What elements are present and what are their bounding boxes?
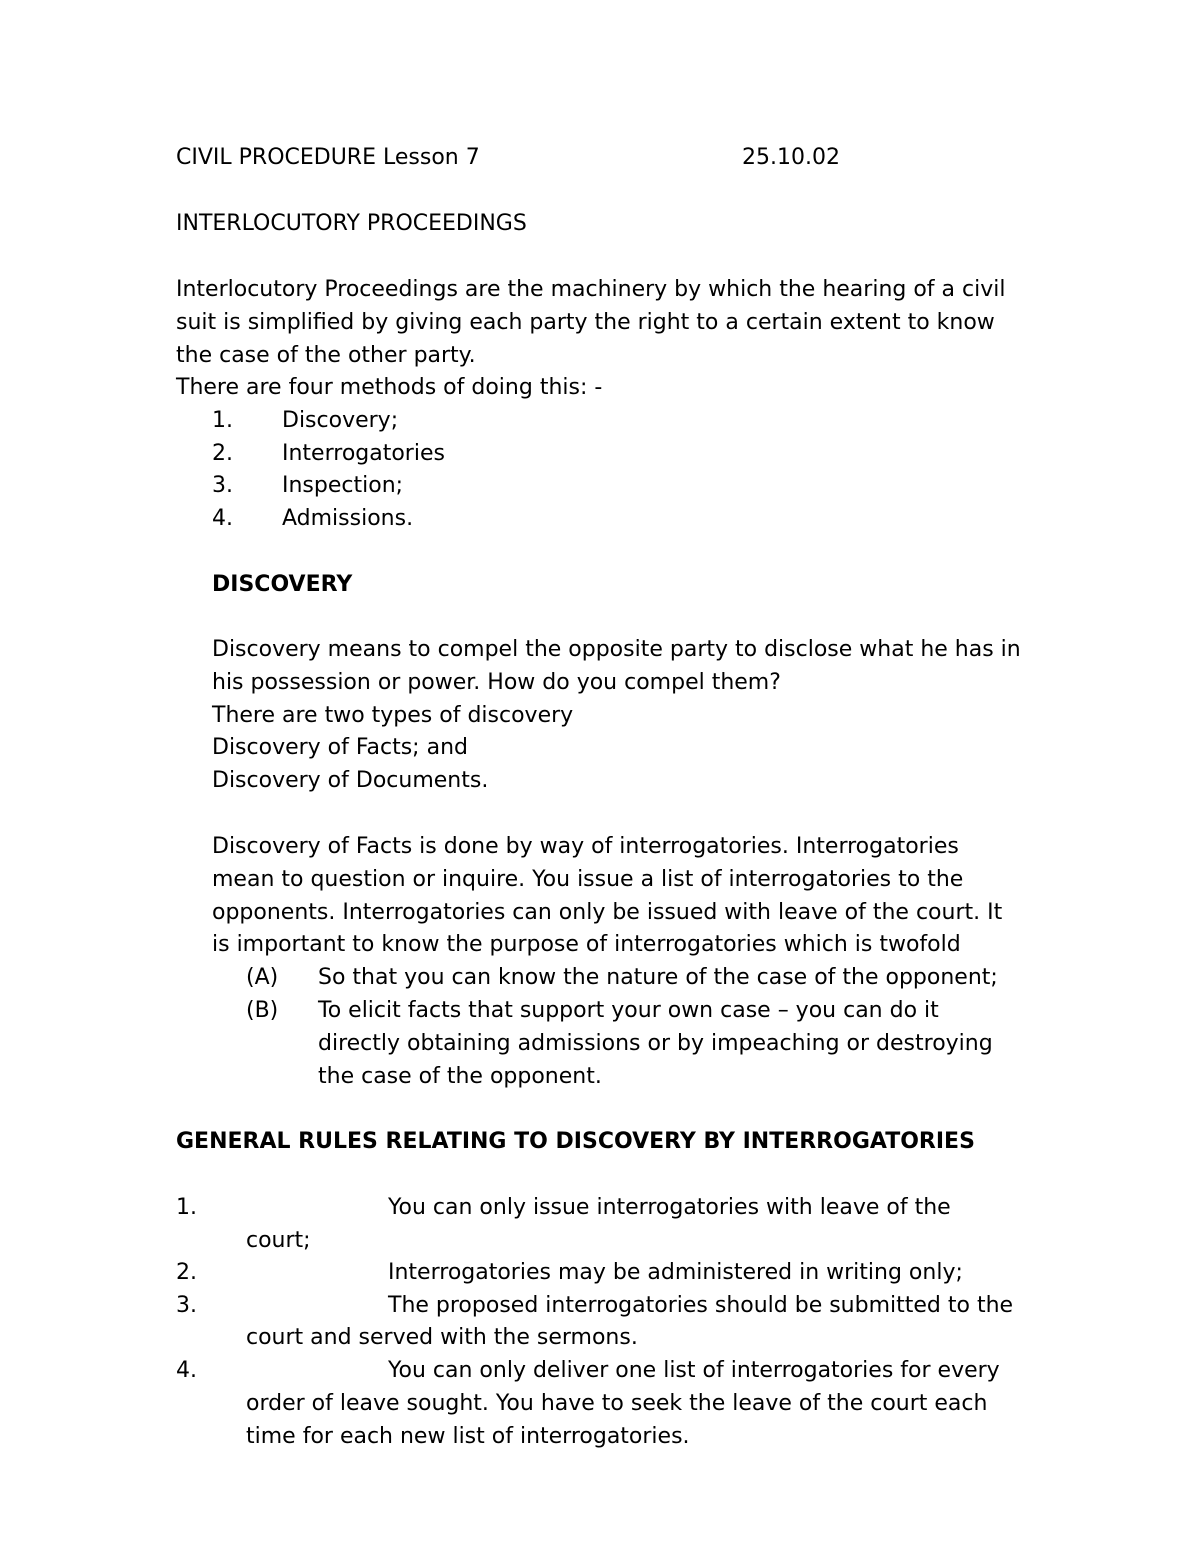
intro-line: suit is simplified by giving each party the right to a certain extent to know [176, 310, 995, 335]
discovery-para2-line: is important to know the purpose of interrogatories which is twofold [212, 932, 961, 957]
rule-text: time for each new list of interrogatories. [246, 1424, 690, 1449]
rule-number: 1. [176, 1195, 197, 1220]
purpose-text: directly obtaining admissions or by impeaching or destroying [318, 1031, 993, 1056]
intro-line: There are four methods of doing this: - [176, 375, 603, 400]
purpose-text: To elicit facts that support your own case – you can do it [318, 998, 939, 1023]
intro-line: Interlocutory Proceedings are the machinery by which the hearing of a civil [176, 277, 1006, 302]
method-number: 4. [212, 506, 233, 531]
rule-number: 2. [176, 1260, 197, 1285]
method-number: 2. [212, 441, 233, 466]
purpose-text: So that you can know the nature of the case of the opponent; [318, 965, 998, 990]
rule-text: order of leave sought. You have to seek the leave of the court each [246, 1391, 988, 1416]
method-text: Discovery; [282, 408, 399, 433]
method-text: Interrogatories [282, 441, 445, 466]
rule-text: The proposed interrogatories should be submitted to the [388, 1293, 1014, 1318]
purpose-text: the case of the opponent. [318, 1064, 602, 1089]
rule-text: You can only deliver one list of interrogatories for every [388, 1358, 1000, 1383]
rule-text: Interrogatories may be administered in writing only; [388, 1260, 963, 1285]
lesson-date: 25.10.02 [742, 145, 840, 170]
section-title: INTERLOCUTORY PROCEEDINGS [176, 211, 527, 236]
discovery-para1-line: Discovery of Documents. [212, 768, 489, 793]
discovery-para2-line: opponents. Interrogatories can only be issued with leave of the court. It [212, 900, 1003, 925]
rule-number: 3. [176, 1293, 197, 1318]
purpose-label: (B) [246, 998, 279, 1023]
rule-text: court; [246, 1228, 311, 1253]
course-title: CIVIL PROCEDURE Lesson 7 [176, 145, 480, 170]
discovery-para2-line: mean to question or inquire. You issue a list of interrogatories to the [212, 867, 964, 892]
rule-text: court and served with the sermons. [246, 1325, 638, 1350]
discovery-para1-line: There are two types of discovery [212, 703, 574, 728]
method-number: 1. [212, 408, 233, 433]
discovery-para1-line: his possession or power. How do you compel them? [212, 670, 781, 695]
method-text: Admissions. [282, 506, 414, 531]
rule-text: You can only issue interrogatories with leave of the [388, 1195, 951, 1220]
method-number: 3. [212, 473, 233, 498]
purpose-label: (A) [246, 965, 279, 990]
general-rules-heading: GENERAL RULES RELATING TO DISCOVERY BY INTERROGATORIES [176, 1129, 975, 1154]
method-text: Inspection; [282, 473, 404, 498]
intro-line: the case of the other party. [176, 343, 476, 368]
discovery-para1-line: Discovery means to compel the opposite party to disclose what he has in [212, 637, 1021, 662]
discovery-heading: DISCOVERY [212, 572, 353, 597]
discovery-para2-line: Discovery of Facts is done by way of interrogatories. Interrogatories [212, 834, 959, 859]
discovery-para1-line: Discovery of Facts; and [212, 735, 468, 760]
rule-number: 4. [176, 1358, 197, 1383]
